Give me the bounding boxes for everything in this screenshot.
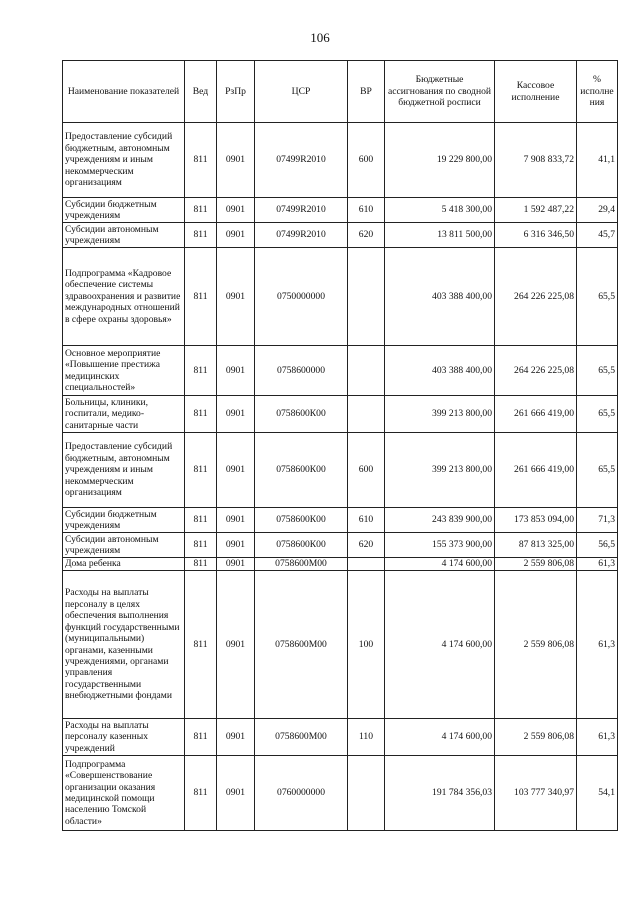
cell-name: Субсидии бюджетным учреждениям bbox=[63, 198, 185, 223]
cell-rzpr: 0901 bbox=[217, 223, 255, 248]
cell-assignations: 243 839 900,00 bbox=[385, 508, 495, 533]
header-percent: % исполне ния bbox=[577, 61, 618, 123]
cell-percent: 65,5 bbox=[577, 248, 618, 346]
cell-percent: 71,3 bbox=[577, 508, 618, 533]
cell-assignations: 13 811 500,00 bbox=[385, 223, 495, 248]
cell-execution: 2 559 806,08 bbox=[495, 558, 577, 571]
cell-execution: 2 559 806,08 bbox=[495, 719, 577, 756]
cell-percent: 65,5 bbox=[577, 396, 618, 433]
cell-assignations: 155 373 900,00 bbox=[385, 533, 495, 558]
cell-rzpr: 0901 bbox=[217, 756, 255, 831]
cell-percent: 61,3 bbox=[577, 719, 618, 756]
cell-percent: 54,1 bbox=[577, 756, 618, 831]
cell-csr: 0758600К00 bbox=[255, 533, 348, 558]
cell-vr: 620 bbox=[348, 223, 385, 248]
cell-vr: 610 bbox=[348, 508, 385, 533]
cell-csr: 0758600К00 bbox=[255, 396, 348, 433]
cell-assignations: 399 213 800,00 bbox=[385, 433, 495, 508]
table-header-row bbox=[63, 61, 618, 123]
header-name: Наименование показателей bbox=[63, 61, 185, 123]
cell-csr: 0758600М00 bbox=[255, 571, 348, 719]
cell-vr: 110 bbox=[348, 719, 385, 756]
cell-execution: 7 908 833,72 bbox=[495, 123, 577, 198]
cell-assignations: 403 388 400,00 bbox=[385, 346, 495, 396]
cell-ved: 811 bbox=[185, 223, 217, 248]
cell-name: Подпрограмма «Кадровое обеспечение системы здравоохранения и развитие международных отношений в сфере охраны здоровья» bbox=[63, 248, 185, 346]
cell-name: Субсидии автономным учреждениям bbox=[63, 223, 185, 248]
cell-rzpr: 0901 bbox=[217, 508, 255, 533]
cell-rzpr: 0901 bbox=[217, 396, 255, 433]
cell-ved: 811 bbox=[185, 346, 217, 396]
cell-csr: 0758600000 bbox=[255, 346, 348, 396]
cell-execution: 2 559 806,08 bbox=[495, 571, 577, 719]
cell-csr: 0758600М00 bbox=[255, 719, 348, 756]
cell-percent: 45,7 bbox=[577, 223, 618, 248]
header-ved: Вед bbox=[185, 61, 217, 123]
header-execution: Кассовое исполнение bbox=[495, 61, 577, 123]
cell-name: Субсидии бюджетным учреждениям bbox=[63, 508, 185, 533]
cell-name: Больницы, клиники, госпитали, медико-санитарные части bbox=[63, 396, 185, 433]
table-row bbox=[63, 248, 618, 346]
cell-assignations: 19 229 800,00 bbox=[385, 123, 495, 198]
header-assignations: Бюджетные ассигнования по сводной бюджетной росписи bbox=[385, 61, 495, 123]
cell-ved: 811 bbox=[185, 558, 217, 571]
table-row bbox=[63, 433, 618, 508]
cell-rzpr: 0901 bbox=[217, 533, 255, 558]
cell-execution: 6 316 346,50 bbox=[495, 223, 577, 248]
cell-rzpr: 0901 bbox=[217, 198, 255, 223]
cell-vr: 100 bbox=[348, 571, 385, 719]
cell-execution: 87 813 325,00 bbox=[495, 533, 577, 558]
cell-name: Дома ребенка bbox=[63, 558, 185, 571]
cell-rzpr: 0901 bbox=[217, 719, 255, 756]
cell-csr: 07499R2010 bbox=[255, 223, 348, 248]
table-row bbox=[63, 396, 618, 433]
header-rzpr: РзПр bbox=[217, 61, 255, 123]
cell-ved: 811 bbox=[185, 198, 217, 223]
cell-execution: 264 226 225,08 bbox=[495, 248, 577, 346]
cell-vr bbox=[348, 756, 385, 831]
table-row bbox=[63, 123, 618, 198]
cell-vr: 620 bbox=[348, 533, 385, 558]
cell-name: Предоставление субсидий бюджетным, автономным учреждениям и иным некоммерческим организациям bbox=[63, 123, 185, 198]
cell-percent: 65,5 bbox=[577, 433, 618, 508]
cell-csr: 0758600М00 bbox=[255, 558, 348, 571]
cell-vr bbox=[348, 346, 385, 396]
cell-vr: 600 bbox=[348, 123, 385, 198]
cell-csr: 07499R2010 bbox=[255, 123, 348, 198]
table-row bbox=[63, 719, 618, 756]
table-row bbox=[63, 346, 618, 396]
table-row bbox=[63, 533, 618, 558]
cell-rzpr: 0901 bbox=[217, 346, 255, 396]
cell-assignations: 403 388 400,00 bbox=[385, 248, 495, 346]
cell-execution: 264 226 225,08 bbox=[495, 346, 577, 396]
cell-name: Подпрограмма «Совершенствование организации оказания медицинской помощи населению Томской области» bbox=[63, 756, 185, 831]
cell-percent: 41,1 bbox=[577, 123, 618, 198]
cell-ved: 811 bbox=[185, 508, 217, 533]
cell-rzpr: 0901 bbox=[217, 433, 255, 508]
cell-ved: 811 bbox=[185, 396, 217, 433]
cell-assignations: 4 174 600,00 bbox=[385, 558, 495, 571]
table-row bbox=[63, 508, 618, 533]
cell-percent: 29,4 bbox=[577, 198, 618, 223]
cell-percent: 65,5 bbox=[577, 346, 618, 396]
cell-name: Расходы на выплаты персоналу в целях обеспечения выполнения функций государственными (муниципальными) органами, казенными учреждениями, органами управления государственными внебюджетными фондами bbox=[63, 571, 185, 719]
cell-name: Основное мероприятие «Повышение престижа медицинских специальностей» bbox=[63, 346, 185, 396]
cell-csr: 0758600К00 bbox=[255, 433, 348, 508]
cell-vr bbox=[348, 558, 385, 571]
table-row bbox=[63, 571, 618, 719]
table-row bbox=[63, 558, 618, 571]
cell-csr: 07499R2010 bbox=[255, 198, 348, 223]
cell-ved: 811 bbox=[185, 433, 217, 508]
cell-assignations: 4 174 600,00 bbox=[385, 719, 495, 756]
cell-name: Расходы на выплаты персоналу казенных учреждений bbox=[63, 719, 185, 756]
table-row bbox=[63, 198, 618, 223]
cell-vr bbox=[348, 396, 385, 433]
cell-percent: 61,3 bbox=[577, 571, 618, 719]
cell-ved: 811 bbox=[185, 123, 217, 198]
page-number: 106 bbox=[310, 30, 330, 45]
cell-csr: 0760000000 bbox=[255, 756, 348, 831]
cell-name: Субсидии автономным учреждениям bbox=[63, 533, 185, 558]
cell-ved: 811 bbox=[185, 533, 217, 558]
cell-csr: 0750000000 bbox=[255, 248, 348, 346]
cell-execution: 103 777 340,97 bbox=[495, 756, 577, 831]
cell-rzpr: 0901 bbox=[217, 248, 255, 346]
cell-ved: 811 bbox=[185, 571, 217, 719]
cell-assignations: 191 784 356,03 bbox=[385, 756, 495, 831]
cell-execution: 1 592 487,22 bbox=[495, 198, 577, 223]
cell-assignations: 4 174 600,00 bbox=[385, 571, 495, 719]
cell-execution: 173 853 094,00 bbox=[495, 508, 577, 533]
cell-ved: 811 bbox=[185, 756, 217, 831]
cell-rzpr: 0901 bbox=[217, 558, 255, 571]
table-row bbox=[63, 223, 618, 248]
table-row bbox=[63, 756, 618, 831]
cell-execution: 261 666 419,00 bbox=[495, 396, 577, 433]
budget-table bbox=[62, 60, 618, 831]
cell-assignations: 5 418 300,00 bbox=[385, 198, 495, 223]
cell-ved: 811 bbox=[185, 719, 217, 756]
cell-name: Предоставление субсидий бюджетным, автономным учреждениям и иным некоммерческим организациям bbox=[63, 433, 185, 508]
cell-ved: 811 bbox=[185, 248, 217, 346]
header-csr: ЦСР bbox=[255, 61, 348, 123]
cell-vr: 600 bbox=[348, 433, 385, 508]
cell-percent: 61,3 bbox=[577, 558, 618, 571]
cell-rzpr: 0901 bbox=[217, 123, 255, 198]
cell-assignations: 399 213 800,00 bbox=[385, 396, 495, 433]
cell-vr: 610 bbox=[348, 198, 385, 223]
cell-vr bbox=[348, 248, 385, 346]
cell-csr: 0758600К00 bbox=[255, 508, 348, 533]
header-vr: ВР bbox=[348, 61, 385, 123]
cell-rzpr: 0901 bbox=[217, 571, 255, 719]
cell-percent: 56,5 bbox=[577, 533, 618, 558]
cell-execution: 261 666 419,00 bbox=[495, 433, 577, 508]
